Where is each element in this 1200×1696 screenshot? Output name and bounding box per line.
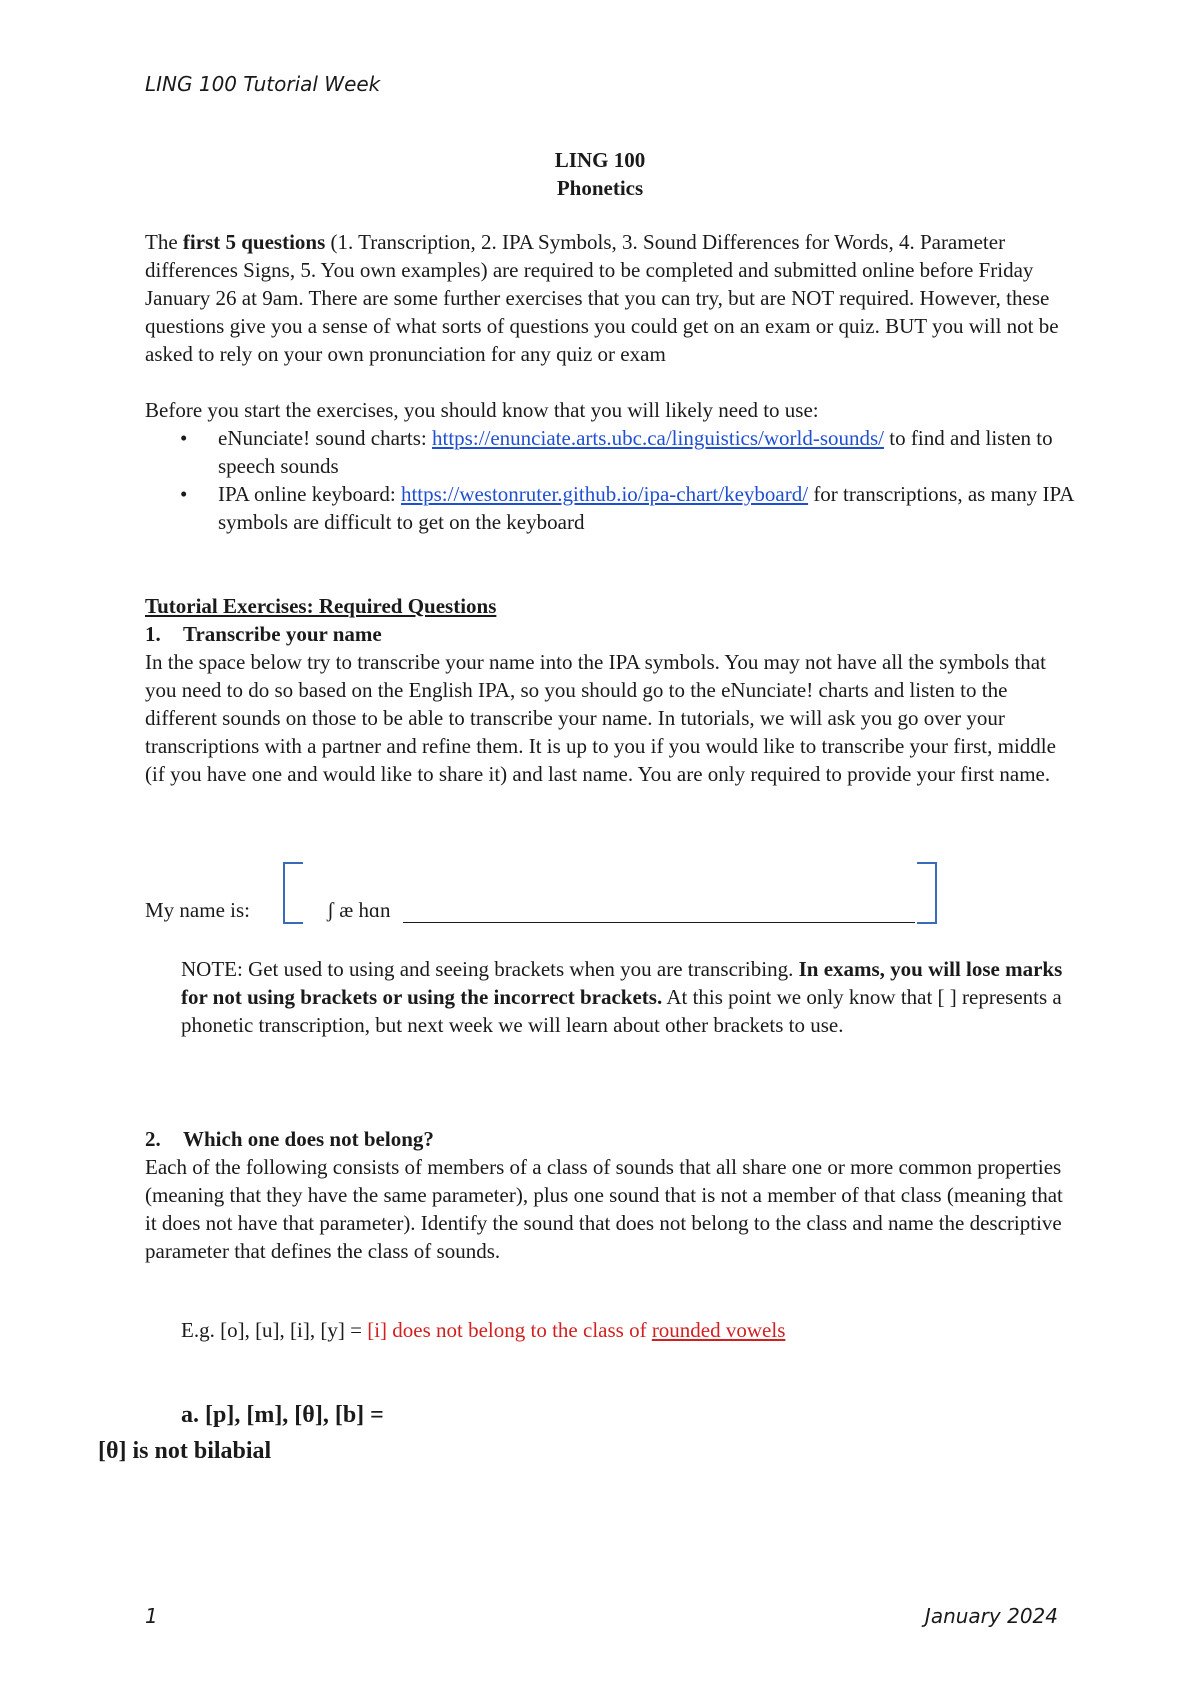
question-1-section [145, 592, 1075, 788]
answer-2a[interactable]: [θ] is not bilabial [98, 1438, 272, 1464]
name-underline [403, 922, 915, 923]
example-line: E.g. [o], [u], [i], [y] = [i] does not belong to the class of rounded vowels [181, 1318, 786, 1342]
page-number: 1 [145, 1604, 158, 1628]
footer-date: January 2024 [924, 1604, 1058, 1628]
intro-bold: first 5 questions [182, 230, 326, 254]
question-1-title: 1. Transcribe your name [145, 622, 382, 646]
intro-section [145, 228, 1075, 536]
resource-item-enunciate: • eNunciate! sound charts: https://enunciate.arts.ubc.ca/linguistics/world-sounds/ to find and listen to speech sounds [180, 426, 1053, 478]
bullet-icon: • [180, 482, 188, 506]
bracket-note: NOTE: Get used to using and seeing brackets when you are transcribing. In exams, you will lose marks for not using brackets or using the incorrect brackets. At this point we only know that [ ] represents a phonetic transcription, but next week we will learn about other brackets to use. [181, 957, 1063, 1037]
page-header: LING 100 Tutorial Week [145, 72, 381, 96]
question-2a: a. [p], [m], [θ], [b] = [181, 1402, 384, 1428]
doc-title: LING 100 [554, 148, 646, 172]
name-transcription[interactable]: ʃ æ hɑn [327, 898, 391, 922]
intro-tools-paragraph: Before you start the exercises, you should know that you will likely need to use: [145, 398, 819, 422]
name-label: My name is: [145, 898, 250, 922]
enunciate-link[interactable]: https://enunciate.arts.ubc.ca/linguistics/world-sounds/ [432, 426, 885, 450]
question-2-section [145, 1125, 1075, 1265]
left-bracket-icon [283, 862, 303, 924]
resource-list [145, 424, 1075, 536]
doc-subtitle: Phonetics [556, 176, 644, 200]
resource-item-ipa-keyboard: • IPA online keyboard: https://westonruter.github.io/ipa-chart/keyboard/ for transcriptions, as many IPA symbols are difficult to get on the keyboard [180, 482, 1074, 534]
question-1-body: In the space below try to transcribe your name into the IPA symbols. You may not have all the symbols that you need to do so based on the English IPA, so you should go to the eNunciate! charts and listen to the different sounds on those to be able to transcribe your name. In tutorials, we will ask you go over your transcriptions with a partner and refine them. It is up to you if you would like to transcribe your first, middle (if you have one and would like to share it) and last name. You are only required to provide your first name. [145, 650, 1056, 786]
title-block [0, 146, 1200, 202]
section-heading: Tutorial Exercises: Required Questions [145, 594, 497, 618]
ipa-keyboard-link[interactable]: https://westonruter.github.io/ipa-chart/keyboard/ [400, 482, 809, 506]
note-bold: In exams, you will lose marks for not using brackets or using the incorrect brackets. [181, 957, 1063, 1009]
bullet-icon: • [180, 426, 188, 450]
right-bracket-icon [917, 862, 937, 924]
question-2-body: Each of the following consists of members of a class of sounds that all share one or more common properties (meaning that they have the same parameter), plus one sound that is not a member of that class (meaning that it does not have that parameter). Identify the sound that does not belong to the class and name the descriptive parameter that defines the class of sounds. [145, 1155, 1063, 1263]
question-2-title: 2. Which one does not belong? [145, 1127, 434, 1151]
name-field-row [145, 862, 945, 922]
intro-paragraph: The first 5 questions (1. Transcription, 2. IPA Symbols, 3. Sound Differences for Words, 4. Parameter differences Signs, 5. You own examples) are required to be completed and submitted online before Friday January 26 at 9am. There are some further exercises that you can try, but are NOT required. However, these questions give you a sense of what sorts of questions you could get on an exam or quiz. BUT you will not be asked to rely on your own pronunciation for any quiz or exam [145, 230, 1059, 366]
